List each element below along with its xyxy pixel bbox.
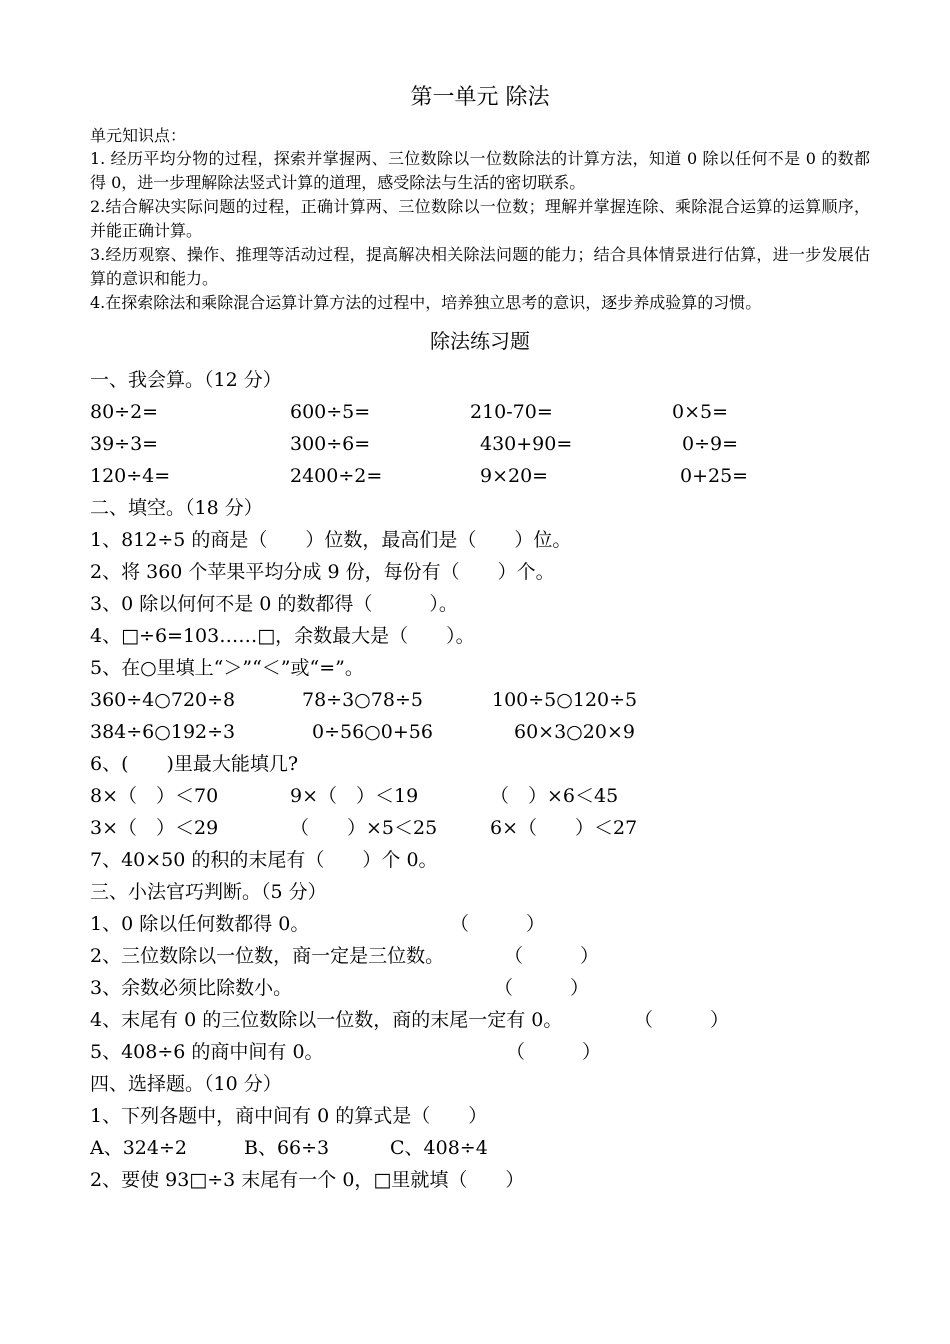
calc-item: 120÷4= bbox=[90, 465, 171, 487]
inequality-item: （ ）×6＜45 bbox=[490, 785, 619, 807]
choice-option-c: C、408÷4 bbox=[390, 1137, 488, 1159]
compare-row-1 bbox=[90, 684, 870, 716]
fill-question-7: 7、40×50 的积的末尾有（ ）个 0。 bbox=[90, 849, 438, 871]
section2-heading: 二、填空。（18 分） bbox=[90, 497, 263, 519]
inequality-row-2 bbox=[90, 812, 870, 844]
choice-options-1 bbox=[90, 1132, 870, 1164]
judge-blank: （ ） bbox=[494, 977, 590, 999]
judge-item-4 bbox=[90, 1004, 870, 1036]
compare-item: 78÷3○78÷5 bbox=[302, 689, 423, 711]
judge-blank: （ ） bbox=[634, 1009, 730, 1031]
inequality-item: 3×（ ）＜29 bbox=[90, 817, 219, 839]
section4-heading: 四、选择题。（10 分） bbox=[90, 1073, 282, 1095]
judge-blank: （ ） bbox=[504, 945, 600, 967]
fill-question-6: 6、( )里最大能填几? bbox=[90, 753, 299, 775]
compare-item: 384÷6○192÷3 bbox=[90, 721, 236, 743]
inequality-item: （ ）×5＜25 bbox=[290, 817, 438, 839]
calc-item: 300÷6= bbox=[290, 433, 371, 455]
fill-question-4: 4、□÷6=103……□，余数最大是（ ）。 bbox=[90, 625, 475, 647]
calc-row-3 bbox=[90, 460, 870, 492]
inequality-row-1 bbox=[90, 780, 870, 812]
judge-blank: （ ） bbox=[450, 913, 546, 935]
compare-row-2 bbox=[90, 716, 870, 748]
worksheet-page bbox=[90, 80, 870, 1196]
judge-statement: 5、408÷6 的商中间有 0。 bbox=[90, 1041, 324, 1063]
fill-question-1: 1、812÷5 的商是（ ）位数，最高们是（ ）位。 bbox=[90, 529, 572, 551]
fill-question-2: 2、将 360 个苹果平均分成 9 份，每份有（ ）个。 bbox=[90, 561, 555, 583]
inequality-item: 8×（ ）＜70 bbox=[90, 785, 219, 807]
calc-item: 80÷2= bbox=[90, 401, 159, 423]
judge-statement: 3、余数必须比除数小。 bbox=[90, 977, 293, 999]
choice-question-1: 1、下列各题中，商中间有 0 的算式是（ ） bbox=[90, 1105, 488, 1127]
compare-item: 100÷5○120÷5 bbox=[492, 689, 638, 711]
calc-item: 39÷3= bbox=[90, 433, 159, 455]
choice-question-2: 2、要使 93□÷3 末尾有一个 0，□里就填（ ） bbox=[90, 1169, 525, 1191]
compare-item: 60×3○20×9 bbox=[514, 721, 635, 743]
exercise-title: 除法练习题 bbox=[430, 329, 530, 353]
fill-question-3: 3、0 除以何何不是 0 的数都得（ ）。 bbox=[90, 593, 458, 615]
knowledge-item-2: 2.结合解决实际问题的过程，正确计算两、三位数除以一位数；理解并掌握连除、乘除混合运算的运算顺序，并能正确计算。 bbox=[90, 197, 870, 240]
judge-item-1 bbox=[90, 908, 870, 940]
knowledge-item-1: 1. 经历平均分物的过程，探索并掌握两、三位数除以一位数除法的计算方法，知道 0 除以任何不是 0 的数都得 0，进一步理解除法竖式计算的道理，感受除法与生活的密切联系。 bbox=[90, 149, 870, 192]
page-title: 第一单元 除法 bbox=[410, 85, 550, 110]
choice-option-b: B、66÷3 bbox=[244, 1137, 330, 1159]
section1-heading: 一、我会算。（12 分） bbox=[90, 369, 282, 391]
inequality-item: 6×（ ）＜27 bbox=[490, 817, 638, 839]
knowledge-item-3: 3.经历观察、操作、推理等活动过程，提高解决相关除法问题的能力；结合具体情景进行估算，进一步发展估算的意识和能力。 bbox=[90, 245, 870, 288]
calc-row-1 bbox=[90, 396, 870, 428]
compare-item: 0÷56○0+56 bbox=[312, 721, 433, 743]
inequality-item: 9×（ ）＜19 bbox=[290, 785, 419, 807]
knowledge-heading: 单元知识点： bbox=[90, 126, 187, 145]
calc-item: 9×20= bbox=[480, 465, 549, 487]
judge-blank: （ ） bbox=[506, 1041, 602, 1063]
calc-item: 600÷5= bbox=[290, 401, 371, 423]
fill-question-5: 5、在○里填上“＞”“＜”或“=”。 bbox=[90, 657, 364, 679]
calc-item: 0×5= bbox=[672, 401, 729, 423]
compare-item: 360÷4○720÷8 bbox=[90, 689, 236, 711]
judge-statement: 4、末尾有 0 的三位数除以一位数，商的末尾一定有 0。 bbox=[90, 1009, 563, 1031]
knowledge-item-4: 4.在探索除法和乘除混合运算计算方法的过程中，培养独立思考的意识，逐步养成验算的习惯。 bbox=[90, 293, 762, 312]
judge-statement: 2、三位数除以一位数，商一定是三位数。 bbox=[90, 945, 445, 967]
judge-item-3 bbox=[90, 972, 870, 1004]
judge-statement: 1、0 除以任何数都得 0。 bbox=[90, 913, 310, 935]
calc-item: 0÷9= bbox=[682, 433, 739, 455]
calc-item: 0+25= bbox=[680, 465, 749, 487]
calc-item: 430+90= bbox=[480, 433, 573, 455]
calc-item: 2400÷2= bbox=[290, 465, 383, 487]
judge-item-5 bbox=[90, 1036, 870, 1068]
choice-option-a: A、324÷2 bbox=[90, 1137, 187, 1159]
calc-item: 210-70= bbox=[470, 401, 553, 423]
section3-heading: 三、小法官巧判断。（5 分） bbox=[90, 881, 327, 903]
calc-row-2 bbox=[90, 428, 870, 460]
judge-item-2 bbox=[90, 940, 870, 972]
